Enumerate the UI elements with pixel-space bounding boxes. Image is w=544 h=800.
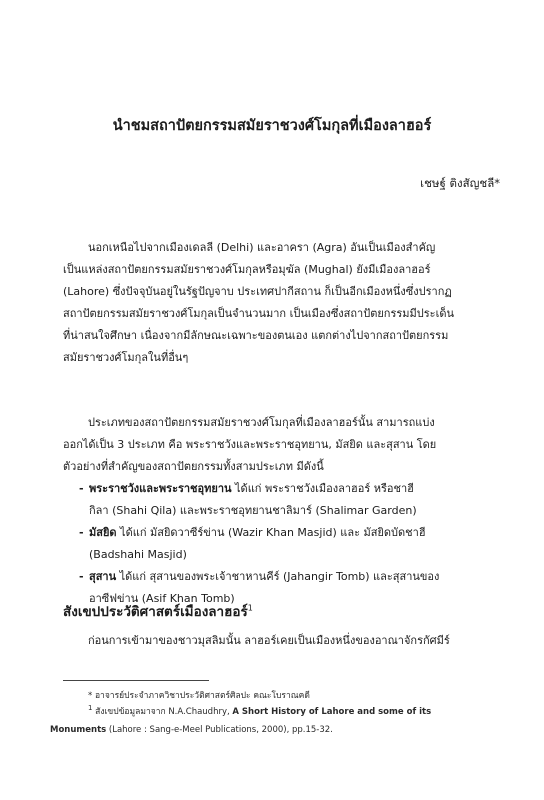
intro-paragraph <box>63 237 497 369</box>
footnote-book-title: Monuments <box>50 725 107 735</box>
paragraph-line: เป็นแหล่งสถาปัตยกรรมสมัยราชวงศ์โมกุลหรือมุฆัล (Mughal) ยังมีเมืองลาฮอร์ <box>63 263 431 276</box>
list-item-heading: มัสยิด <box>89 526 117 539</box>
footnote-text: สังเขปข้อมูลมาจาก N.A.Chaudhry, <box>92 707 233 717</box>
list-item-heading: พระราชวังและพระราชอุทยาน <box>89 482 232 495</box>
list-item-text: ได้แก่ มัสยิดวาซีร์ข่าน (Wazir Khan Masjid) และ มัสยิดบัดชาฮี <box>116 526 426 539</box>
paragraph-line: ประเภทของสถาปัตยกรรมสมัยราชวงศ์โมกุลที่เมืองลาฮอร์นั้น สามารถแบ่ง <box>88 416 435 429</box>
footnote-ref: 1 <box>247 603 253 613</box>
paragraph-line: สมัยราชวงศ์โมกุลในที่อื่นๆ <box>63 351 189 364</box>
section-heading-text: สังเขปประวัติศาสตร์เมืองลาฮอร์ <box>63 604 248 620</box>
bullet-dash: - <box>79 482 84 495</box>
list-item-heading: สุสาน <box>89 570 117 583</box>
list-item-text: ได้แก่ พระราชวังเมืองลาฮอร์ หรือชาฮี <box>231 482 414 495</box>
footnote-mark: 1 <box>88 704 93 713</box>
footnote-source-continued <box>50 722 510 738</box>
paragraph-line: ออกได้เป็น 3 ประเภท คือ พระราชวังและพระราชอุทยาน, มัสยิด และสุสาน โดย <box>63 438 437 451</box>
footnote-source <box>88 704 508 720</box>
footnote-divider <box>63 680 209 681</box>
footnote-text: (Lahore : Sang-e-Meel Publications, 2000), pp.15-32. <box>106 725 333 735</box>
list-item-text: ได้แก่ สุสานของพระเจ้าชาหานคีร์ (Jahangir Tomb) และสุสานของ <box>116 570 440 583</box>
list-item <box>63 478 497 522</box>
bullet-dash: - <box>79 570 84 583</box>
list-item-text: กิลา (Shahi Qila) และพระราชอุทยานชาลิมาร์ (Shalimar Garden) <box>89 504 417 517</box>
author-name: เชษฐ์ ติงสัญชลี* <box>420 176 500 190</box>
types-list <box>63 478 497 610</box>
paragraph-line: ตัวอย่างที่สำคัญของสถาปัตยกรรมทั้งสามประเภท มีดังนี้ <box>63 460 324 473</box>
footnote-author: * อาจารย์ประจำภาควิชาประวัติศาสตร์ศิลปะ คณะโบราณคดี <box>88 691 310 701</box>
article-title: นำชมสถาปัตยกรรมสมัยราชวงศ์โมกุลที่เมืองลาฮอร์ <box>112 118 432 134</box>
paragraph-line: ที่น่าสนใจศึกษา เนื่องจากมีลักษณะเฉพาะของตนเอง แตกต่างไปจากสถาปัตยกรรม <box>63 329 449 342</box>
list-item-text: อาซีฟข่าน (Asif Khan Tomb) <box>89 592 235 605</box>
list-item <box>63 522 497 566</box>
paragraph-line: (Lahore) ซึ่งปัจจุบันอยู่ในรัฐปัญจาบ ประเทศปากีสถาน ก็เป็นอีกเมืองหนึ่งซึ่งปรากฏ <box>63 285 452 298</box>
section-heading <box>63 602 253 622</box>
footnote-book-title: A Short History of Lahore and some of its <box>232 707 432 717</box>
paragraph-line: สถาปัตยกรรมสมัยราชวงศ์โมกุลเป็นจำนวนมาก เป็นเมืองซึ่งสถาปัตยกรรมมีประเด็น <box>63 307 454 320</box>
bullet-dash: - <box>79 526 84 539</box>
paragraph-line: นอกเหนือไปจากเมืองเดลลี (Delhi) และอาครา (Agra) อันเป็นเมืองสำคัญ <box>88 241 436 254</box>
history-paragraph <box>63 630 497 652</box>
list-item-text: (Badshahi Masjid) <box>89 548 187 561</box>
paragraph-line: ก่อนการเข้ามาของชาวมุสลิมนั้น ลาฮอร์เคยเป็นเมืองหนึ่งของอาณาจักรกัศมีร์ <box>88 634 450 647</box>
types-paragraph <box>63 412 497 478</box>
